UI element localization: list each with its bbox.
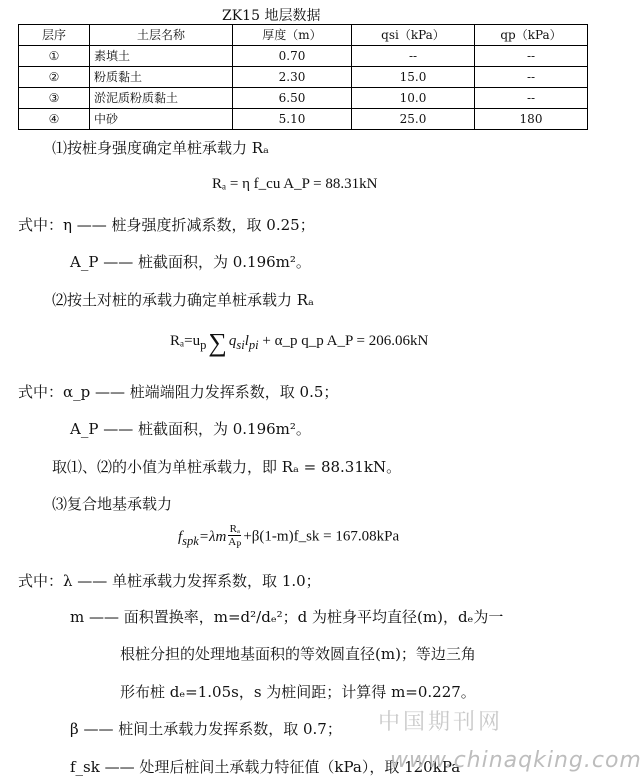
table-cell: 10.0 <box>352 88 475 109</box>
table-cell: 5.10 <box>233 109 352 130</box>
where-eta: 式中：η —— 桩身强度折减系数，取 0.25； <box>18 216 315 234</box>
table-row <box>19 67 588 88</box>
table-cell: ① <box>19 46 90 67</box>
where-ap-2: A_P —— 桩截面积，为 0.196m²。 <box>70 420 311 438</box>
table-row <box>19 88 588 109</box>
header-cell: 层序 <box>19 25 90 46</box>
soil-data-table <box>18 24 588 130</box>
header-cell: 土层名称 <box>90 25 233 46</box>
table-cell: 2.30 <box>233 67 352 88</box>
table-cell: -- <box>475 46 588 67</box>
section-1-title: ⑴按桩身强度确定单桩承载力 Rₐ <box>52 139 269 157</box>
table-cell: 淤泥质粉质黏土 <box>90 88 233 109</box>
table-cell: ② <box>19 67 90 88</box>
formula-3 <box>178 523 399 551</box>
table-cell: -- <box>475 88 588 109</box>
watermark-text: 中国期刊网 <box>378 710 504 735</box>
where-lambda: 式中：λ —— 单桩承载力发挥系数，取 1.0； <box>18 572 321 590</box>
header-cell: 厚度（m） <box>233 25 352 46</box>
table-cell: 中砂 <box>90 109 233 130</box>
fraction: $\frac{\text{Rₐ}}{A_P}$ <box>228 523 242 551</box>
where-fsk: f_sk —— 处理后桩间土承载力特征值（kPa），取 120kPa <box>70 758 461 776</box>
table-cell: -- <box>475 67 588 88</box>
where-ap-1: A_P —— 桩截面积，为 0.196m²。 <box>70 253 311 271</box>
where-m-line-1: m —— 面积置换率，m=d²/dₑ²；d 为桩身平均直径(m)，dₑ为一 <box>70 608 504 626</box>
table-row <box>19 109 588 130</box>
header-cell: qp（kPa） <box>475 25 588 46</box>
where-m-line-2: 根桩分担的处理地基面积的等效圆直径(m)；等边三角 <box>120 645 476 663</box>
table-cell: 粉质黏土 <box>90 67 233 88</box>
formula-3-tail: +β(1-m)f_sk = 167.08kPa <box>243 528 400 545</box>
summation-icon: ∑ <box>208 328 227 357</box>
formula-2 <box>170 330 428 356</box>
table-row <box>19 46 588 67</box>
table-cell: 15.0 <box>352 67 475 88</box>
section-3-title: ⑶复合地基承载力 <box>52 495 173 513</box>
table-cell: 25.0 <box>352 109 475 130</box>
table-cell: 180 <box>475 109 588 130</box>
table-cell: 素填土 <box>90 46 233 67</box>
section-2-conclusion: 取⑴、⑵的小值为单桩承载力，即 Rₐ = 88.31kN。 <box>52 458 402 476</box>
formula-2-head: $R_a=u_p$ <box>170 333 207 352</box>
header-cell: qsi（kPa） <box>352 25 475 46</box>
table-header-row <box>19 25 588 46</box>
where-beta: β —— 桩间土承载力发挥系数，取 0.7； <box>70 720 342 738</box>
formula-2-tail: + α_p q_p A_P = 206.06kN <box>262 333 429 349</box>
table-cell: 6.50 <box>233 88 352 109</box>
table-title: ZK15 地层数据 <box>222 8 321 24</box>
formula-3-head: $f_{spk}=\lambda m$ <box>178 528 227 548</box>
section-2-title: ⑵按土对桩的承载力确定单桩承载力 Rₐ <box>52 291 314 309</box>
watermark-url: www.chinaqking.com <box>390 748 642 773</box>
table-cell: ④ <box>19 109 90 130</box>
table-cell: -- <box>352 46 475 67</box>
formula-1: Rₐ = η f_cu A_P = 88.31kN <box>212 176 378 192</box>
table-cell: 0.70 <box>233 46 352 67</box>
formula-2-term: $q_{si}l_{pi}$ <box>228 333 259 352</box>
where-alpha: 式中：α_p —— 桩端端阻力发挥系数，取 0.5； <box>18 383 339 401</box>
where-m-line-3: 形布桩 dₑ=1.05s，s 为桩间距；计算得 m=0.227。 <box>120 683 476 701</box>
table-cell: ③ <box>19 88 90 109</box>
